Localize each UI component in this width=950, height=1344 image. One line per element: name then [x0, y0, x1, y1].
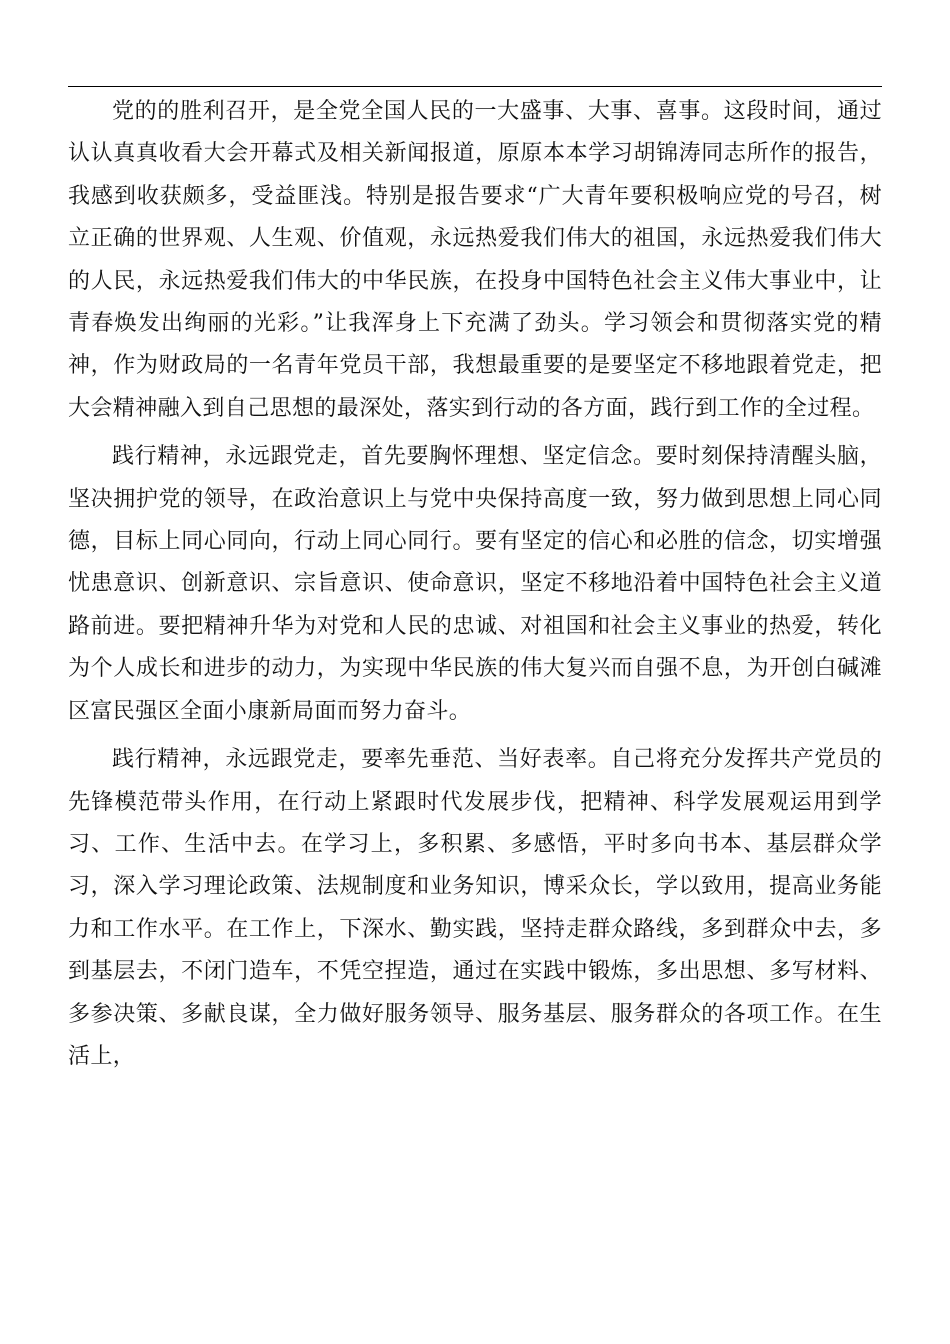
paragraph-2: 践行精神，永远跟党走，首先要胸怀理想、坚定信念。要时刻保持清醒头脑，坚决拥护党的领导，在政治意识上与党中央保持高度一致，努力做到思想上同心同德，目标上同心同向，行动上同心同行。要有坚定的信心和必胜的信念，切实增强忧患意识、创新意识、宗旨意识、使命意识，坚定不移地沿着中国特色社会主义道路前进。要把精神升华为对党和人民的忠诚、对祖国和社会主义事业的热爱，转化为个人成长和进步的动力，为实现中华民族的伟大复兴而自强不息，为开创白碱滩区富民强区全面小康新局面而努力奋斗。 [68, 444, 882, 724]
document-body [68, 91, 882, 1084]
paragraph-3: 践行精神，永远跟党走，要率先垂范、当好表率。自己将充分发挥共产党员的先锋模范带头作用，在行动上紧跟时代发展步伐，把精神、科学发展观运用到学习、工作、生活中去。在学习上，多积累、多感悟，平时多向书本、基层群众学习，深入学习理论政策、法规制度和业务知识，博采众长，学以致用，提高业务能力和工作水平。在工作上，下深水、勤实践，坚持走群众路线，多到群众中去，多到基层去，不闭门造车，不凭空捏造，通过在实践中锻炼，多出思想、多写材料、多参决策、多献良谋，全力做好服务领导、服务基层、服务群众的各项工作。在生活上， [68, 747, 882, 1069]
paragraph-1: 党的的胜利召开，是全党全国人民的一大盛事、大事、喜事。这段时间，通过认认真真收看大会开幕式及相关新闻报道，原原本本学习胡锦涛同志所作的报告，我感到收获颇多，受益匪浅。特别是报告要求“广大青年要积极响应党的号召，树立正确的世界观、人生观、价值观，永远热爱我们伟大的祖国，永远热爱我们伟大的人民，永远热爱我们伟大的中华民族，在投身中国特色社会主义伟大事业中，让青春焕发出绚丽的光彩。”让我浑身上下充满了劲头。学习领会和贯彻落实党的精神，作为财政局的一名青年党员干部，我想最重要的是要坚定不移地跟着党走，把大会精神融入到自己思想的最深处，落实到行动的各方面，践行到工作的全过程。 [68, 99, 882, 421]
header-rule [68, 86, 882, 87]
